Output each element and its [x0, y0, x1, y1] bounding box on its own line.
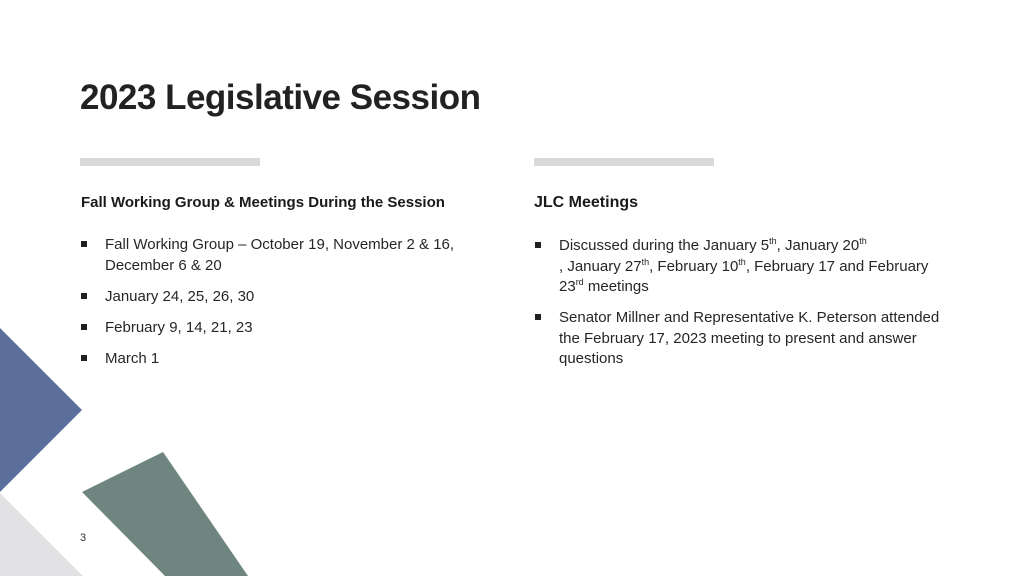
list-item-text: March 1: [105, 349, 160, 367]
slide-title: 2023 Legislative Session: [80, 78, 481, 117]
list-item-text: January 24, 25, 26, 30: [105, 287, 255, 305]
left-bullet-list: [79, 235, 499, 380]
list-item-text: Senator Millner and Representative K. Peterson attended the February 17, 2023 meeting to present and answer questions: [559, 309, 940, 367]
list-item-text: Fall Working Group – October 19, November 2 & 16, December 6 & 20: [105, 236, 455, 274]
square-bullet-icon: [81, 355, 87, 361]
right-bullet-list: [533, 236, 953, 380]
list-item-text: Discussed during the January 5th, January 20th , January 27th, February 10th, February 17 and February 23rd meetings: [559, 236, 929, 295]
right-column-heading: JLC Meetings: [534, 194, 639, 211]
page-number: 3: [80, 532, 87, 544]
list-item: [533, 308, 953, 370]
right-divider: [534, 158, 714, 166]
square-bullet-icon: [81, 293, 87, 299]
gray-triangle-shape: [0, 493, 83, 576]
green-band-shape: [82, 452, 248, 576]
square-bullet-icon: [81, 324, 87, 330]
blue-diamond-shape: [0, 328, 82, 492]
list-item-text: February 9, 14, 21, 23: [105, 318, 253, 336]
list-item: [79, 349, 499, 370]
list-item: [79, 235, 499, 276]
square-bullet-icon: [535, 314, 541, 320]
list-item: [79, 318, 499, 339]
square-bullet-icon: [535, 242, 541, 248]
left-divider: [80, 158, 260, 166]
list-item: [79, 287, 499, 308]
left-column-heading: Fall Working Group & Meetings During the Session: [81, 194, 445, 211]
list-item: [533, 236, 953, 298]
square-bullet-icon: [81, 241, 87, 247]
